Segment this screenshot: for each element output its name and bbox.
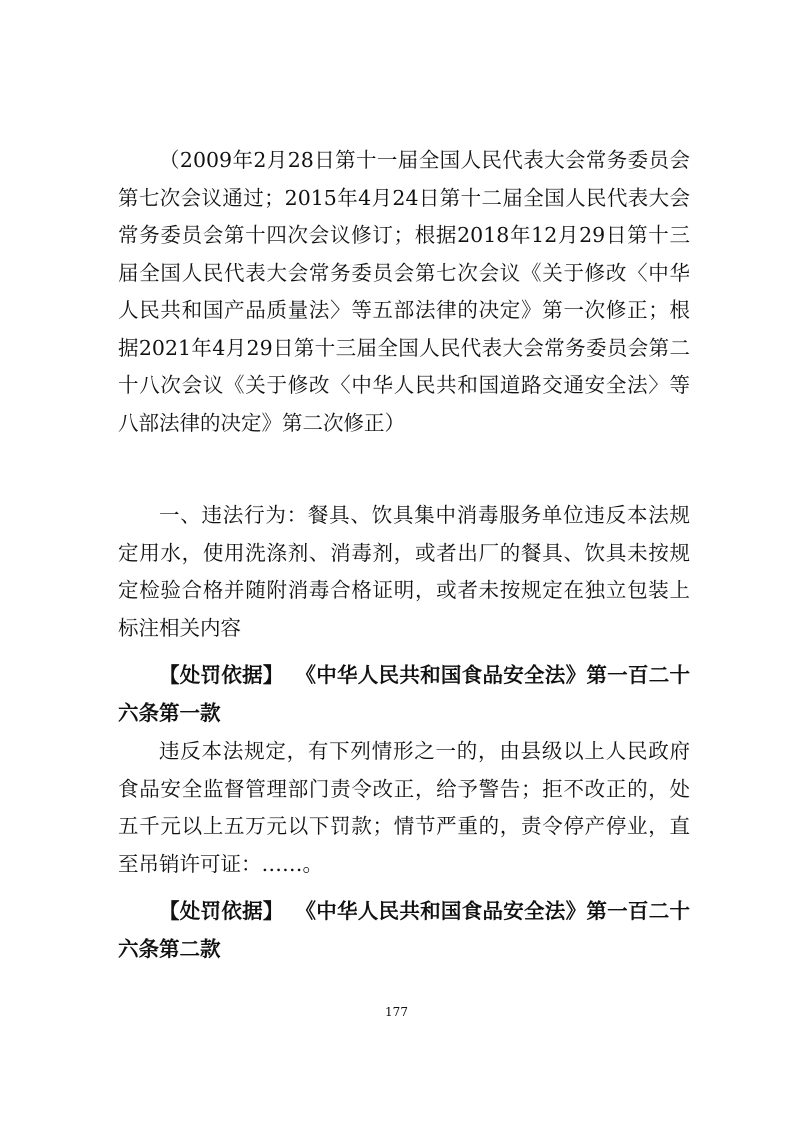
penalty-basis-1 — [118, 657, 690, 732]
penalty-basis-label: 【处罚依据】 — [159, 899, 284, 923]
page-number: 177 — [385, 1005, 408, 1019]
penalty-basis-2 — [118, 893, 690, 968]
violation-heading: 一、违法行为：餐具、饮具集中消毒服务单位违反本法规定用水，使用洗涤剂、消毒剂，或者出厂的餐具、饮具未按规定检验合格并随附消毒合格证明，或者未按规定在独立包装上标注相关内容 — [118, 503, 690, 640]
penalty-basis-citation: 《中华人民共和国食品安全法》第一百二十六条第二款 — [118, 899, 690, 961]
penalty-basis-citation: 《中华人民共和国食品安全法》第一百二十六条第一款 — [118, 663, 690, 725]
law-history-note: （2009年2月28日第十一届全国人民代表大会常务委员会第七次会议通过；2015年4月24日第十二届全国人民代表大会常务委员会第十四次会议修订；根据2018年12月29日第十三届全国人民代表大会常务委员会第七次会议《关于修改〈中华人民共和国产品质量法〉等五部法律的决定》第一次修正；根据2021年4月29日第十三届全国人民代表大会常务委员会第二十八次会议《关于修改〈中华人民共和国道路交通安全法〉等八部法律的决定》第二次修正） — [118, 148, 690, 435]
penalty-basis-text: 违反本法规定，有下列情形之一的，由县级以上人民政府食品安全监督管理部门责令改正，给予警告；拒不改正的，处五千元以上五万元以下罚款；情节严重的，责令停产停业，直至吊销许可证：……。 — [118, 739, 690, 876]
penalty-basis-label: 【处罚依据】 — [159, 663, 284, 687]
